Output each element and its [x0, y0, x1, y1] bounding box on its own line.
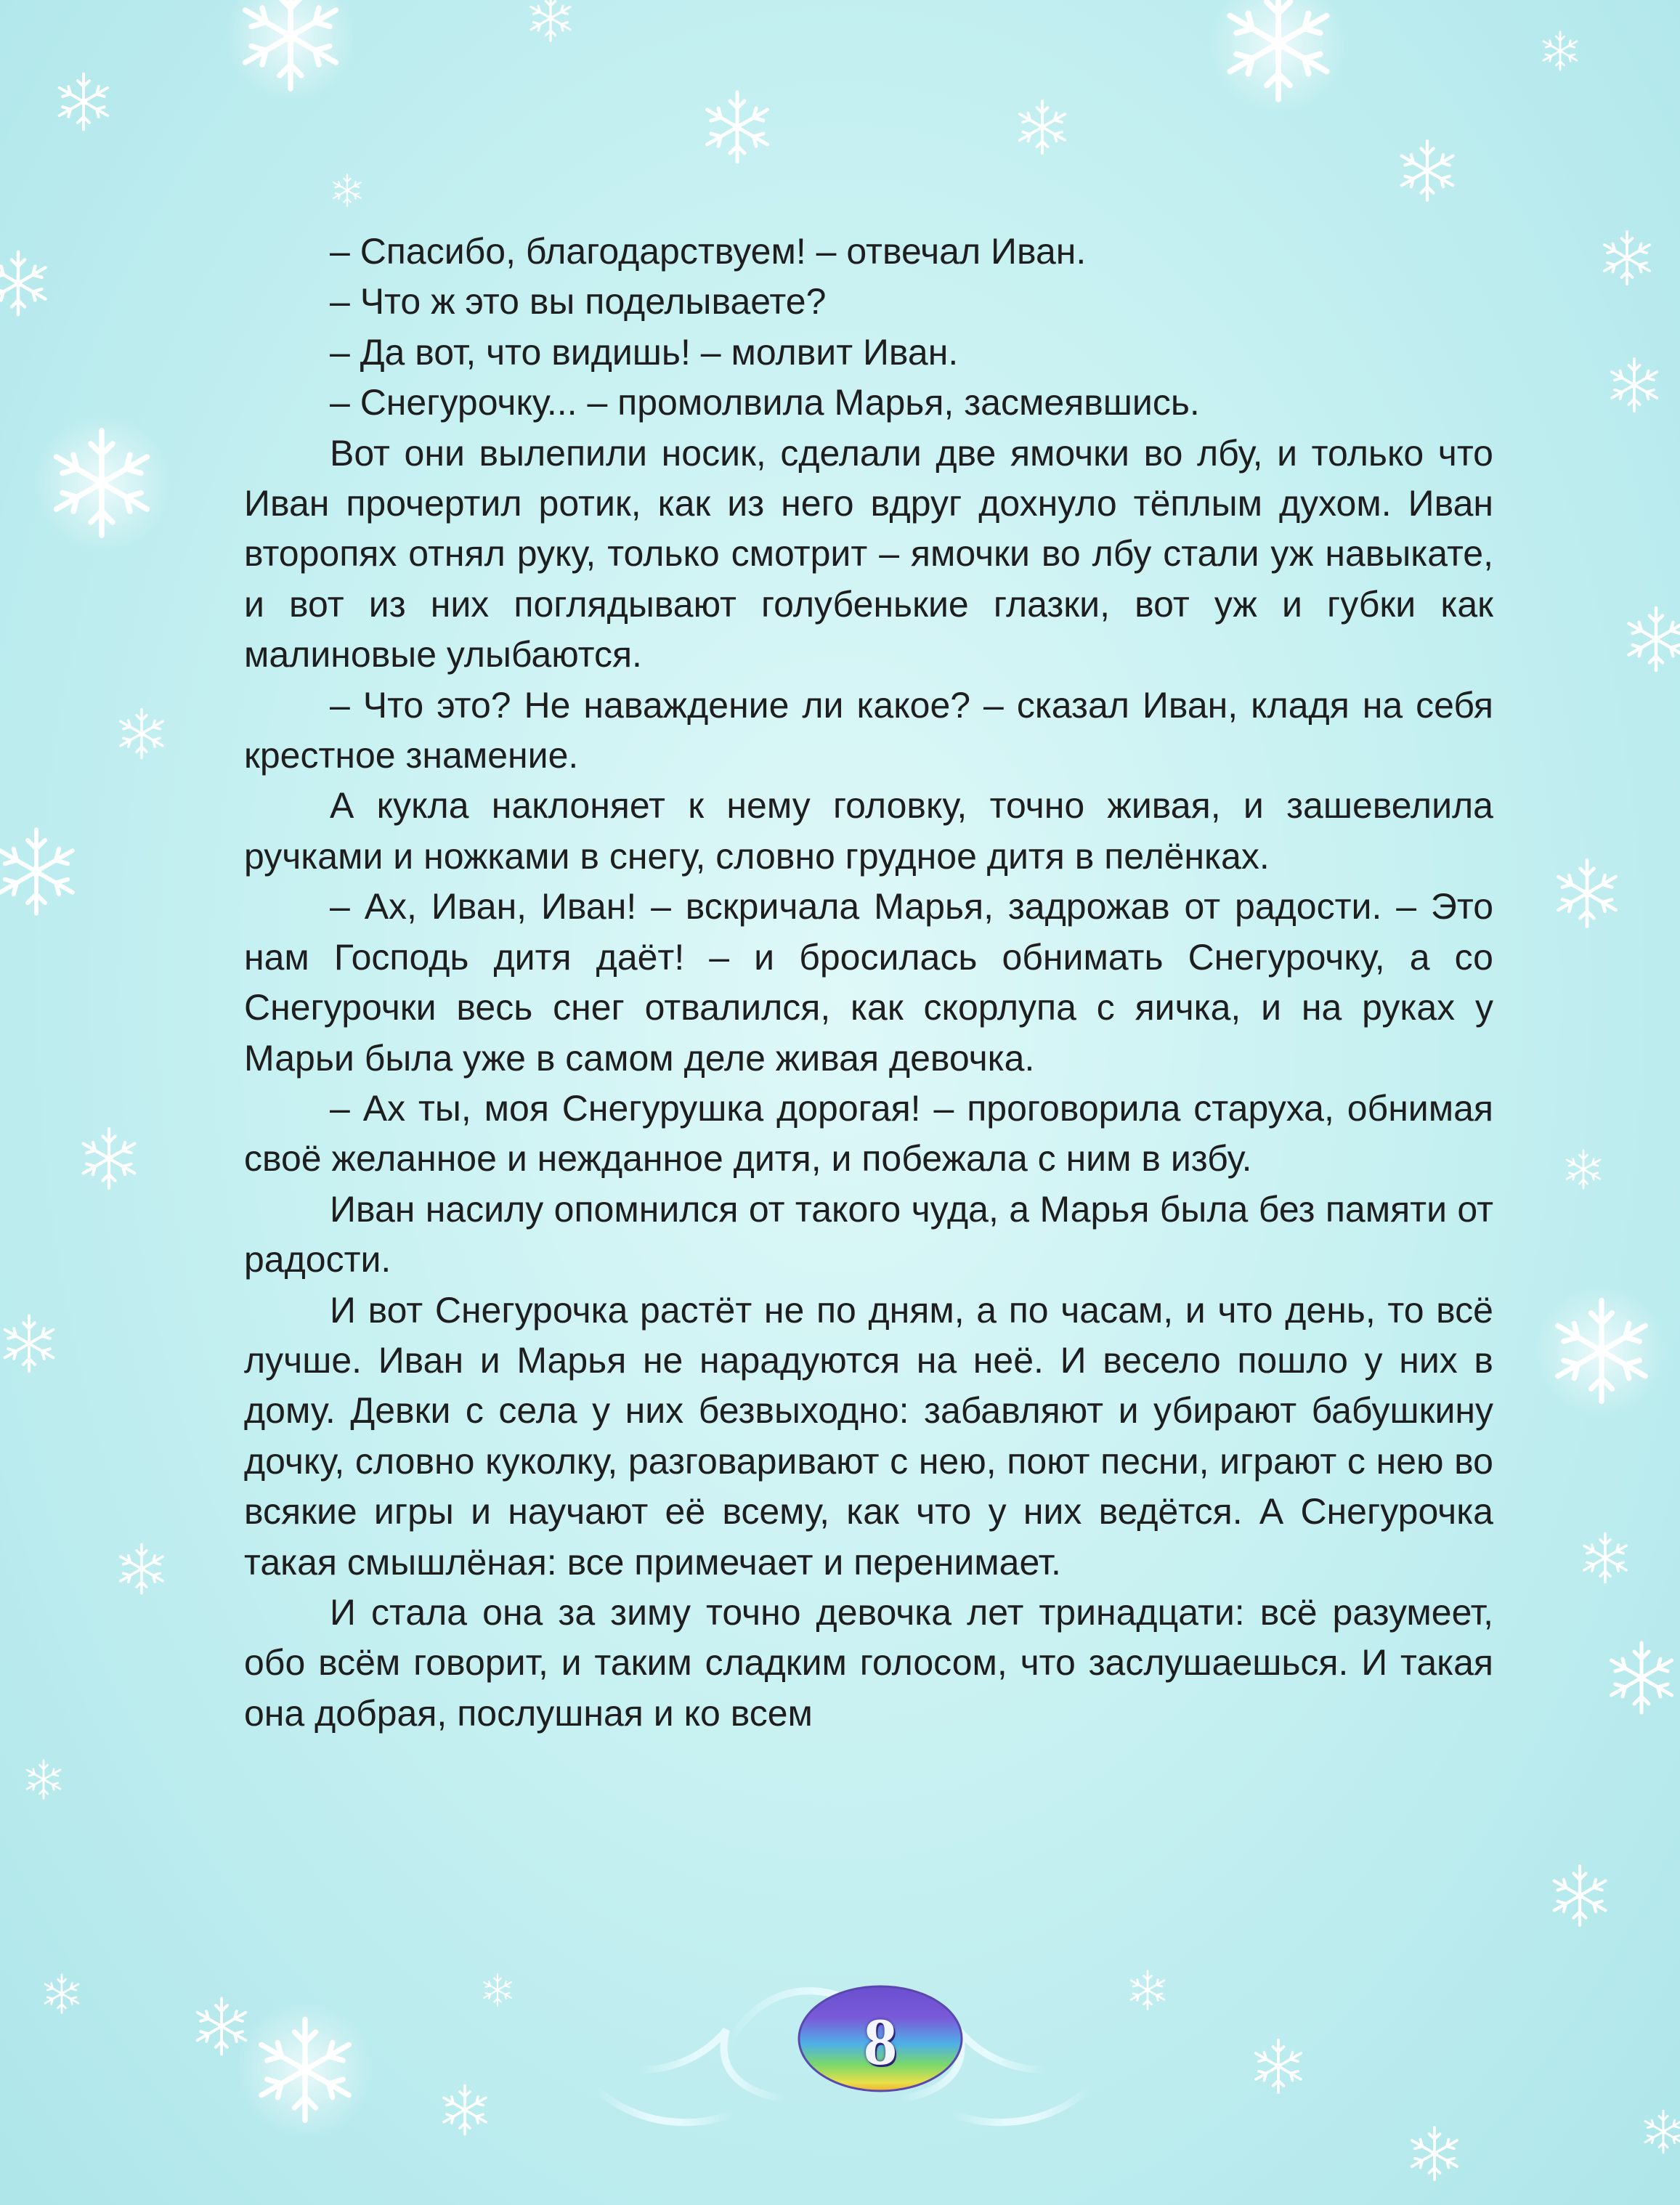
paragraph: – Ах, Иван, Иван! – вскричала Марья, задрожав от радости. – Это нам Господь дитя даёт! – и бросилась обнимать Снегурочку, а со Снегурочки весь снег отвалился, как скорлупа с яичка, и на руках у Марьи была уже в самом деле живая девочка. — [244, 886, 1493, 1079]
paragraph: – Снегурочку... – промолвила Марья, засмеявшись. — [330, 382, 1200, 423]
paragraph: – Что ж это вы поделываете? — [330, 281, 827, 322]
page-number: 8 — [864, 2005, 897, 2079]
paragraph: – Спасибо, благодарствуем! – отвечал Иван. — [330, 231, 1087, 272]
paragraph: – Что это? Не наваждение ли какое? – сказал Иван, кладя на себя крестное знамение. — [244, 684, 1493, 776]
story-text — [244, 227, 1493, 1739]
paragraph: И стала она за зиму точно девочка лет тринадцати: всё разумеет, обо всём говорит, и таким сладким голосом, что заслушаешься. И такая она добрая, послушная и ко всем — [244, 1591, 1493, 1734]
paragraph: Иван насилу опомнился от такого чуда, а Марья была без памяти от радости. — [244, 1188, 1493, 1280]
paragraph: А кукла наклоняет к нему головку, точно живая, и зашевелила ручками и ножками в снегу, словно грудное дитя в пелёнках. — [244, 785, 1493, 877]
paragraph: – Ах ты, моя Снегурушка дорогая! – проговорила старуха, обнимая своё желанное и нежданное дитя, и побежала с ним в избу. — [244, 1087, 1493, 1179]
paragraph: И вот Снегурочка растёт не по дням, а по часам, и что день, то всё лучше. Иван и Марья не нарадуются на неё. И весело пошло у них в дому. Девки с села у них безвыходно: забавляют и убирают бабушкину дочку, словно куколку, разговаривают с нею, поют песни, играют с нею во всякие игры и научают её всему, как что у них ведётся. А Снегурочка такая смышлёная: все примечает и перенимает. — [244, 1289, 1493, 1583]
paragraph: Вот они вылепили носик, сделали две ямочки во лбу, и только что Иван прочертил ротик, как из него вдруг дохнуло тёплым духом. Иван второпях отнял руку, только смотрит – ямочки во лбу стали уж навыкате, и вот из них поглядывают голубенькие глазки, вот уж и губки как малиновые улыбаются. — [244, 432, 1493, 675]
paragraph: – Да вот, что видишь! – молвит Иван. — [330, 331, 959, 373]
